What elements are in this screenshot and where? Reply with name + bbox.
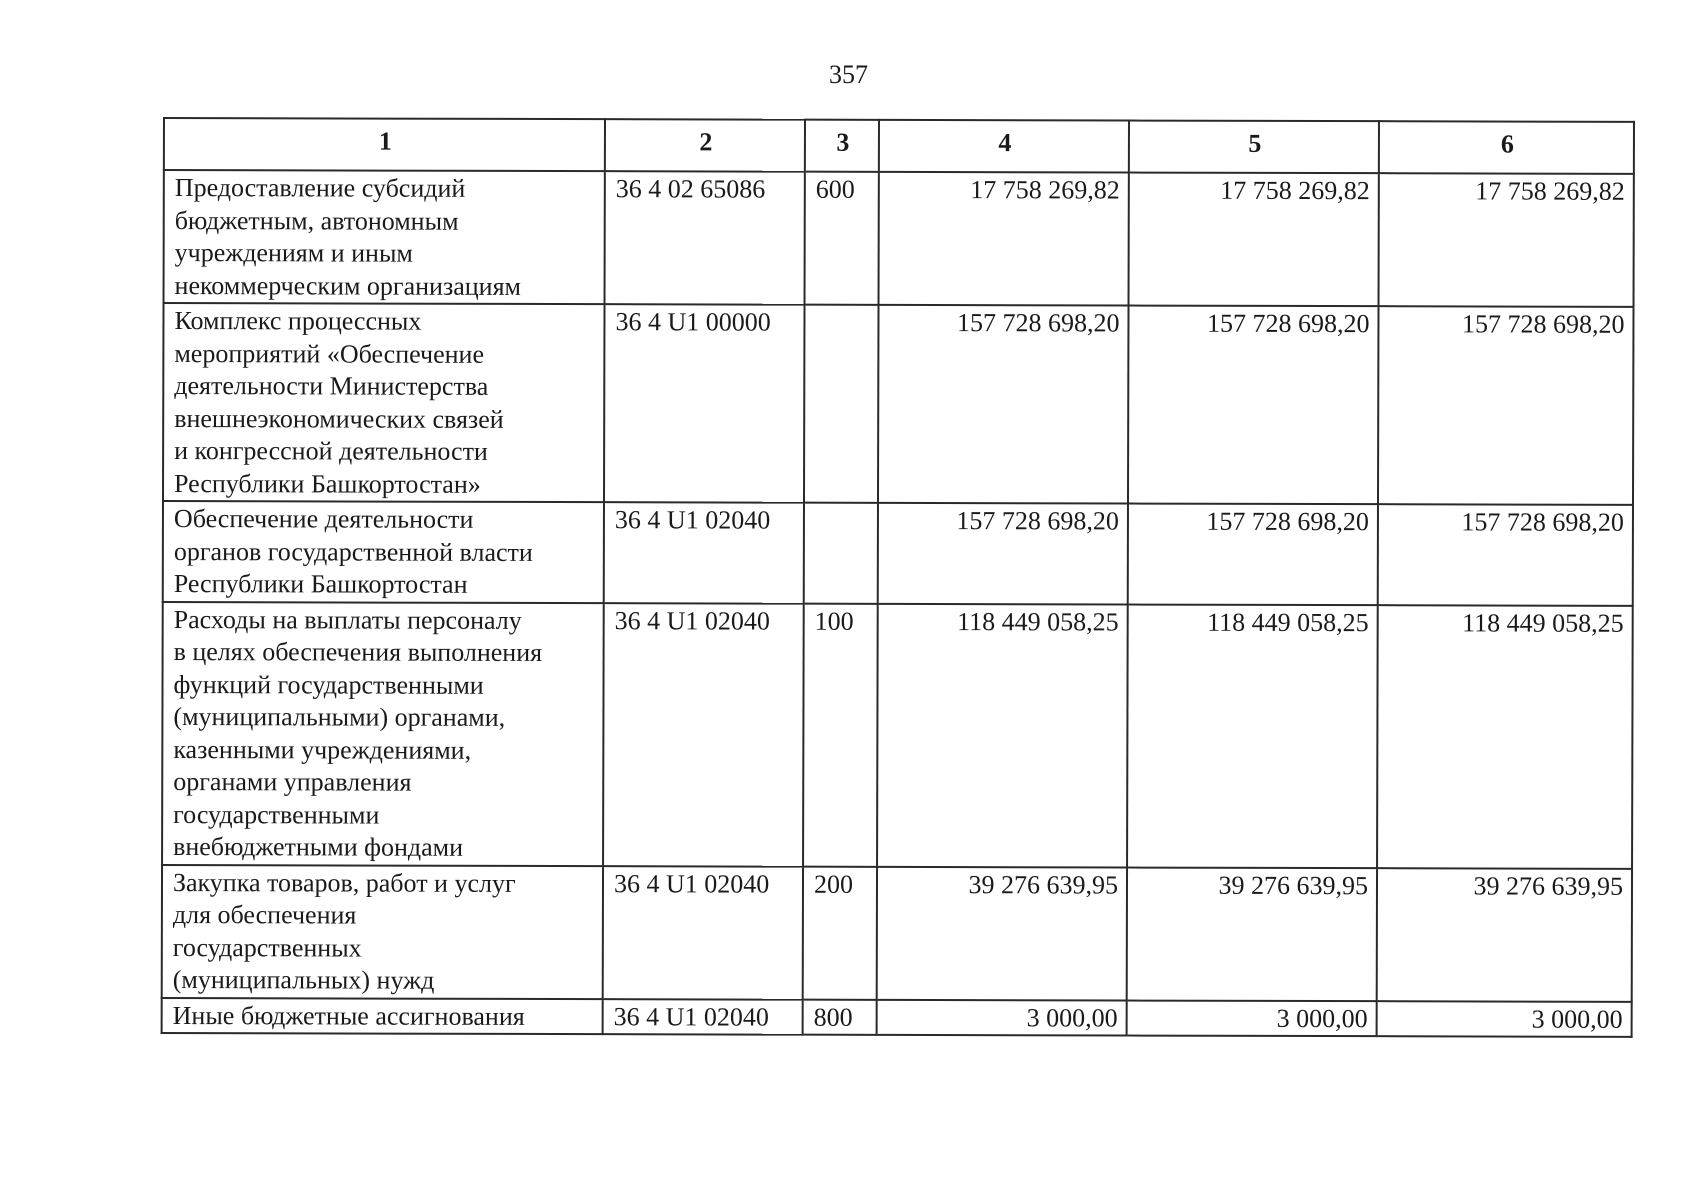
- amount-col-6: 3 000,00: [1377, 1001, 1632, 1037]
- column-header: 2: [605, 119, 805, 172]
- amount-col-4: 3 000,00: [877, 999, 1127, 1035]
- amount-col-6: 17 758 269,82: [1379, 173, 1634, 307]
- budget-code: 36 4 U1 02040: [603, 866, 803, 1000]
- expense-type: 100: [803, 603, 878, 866]
- amount-col-6: 118 449 058,25: [1377, 605, 1633, 869]
- amount-col-4: 17 758 269,82: [879, 172, 1129, 306]
- budget-code: 36 4 02 65086: [605, 171, 805, 305]
- amount-col-6: 157 728 698,20: [1378, 504, 1633, 605]
- item-name: Предоставление субсидий бюджетным, автономным учреждениям и иным некоммерческим организациям: [164, 170, 605, 304]
- item-name: Обеспечение деятельности органов государственной власти Республики Башкортостан: [163, 501, 604, 603]
- column-header: 3: [805, 120, 879, 172]
- budget-code: 36 4 U1 02040: [603, 999, 803, 1035]
- budget-table: [161, 117, 1635, 1038]
- table-row: [164, 170, 1634, 307]
- page-number: 357: [829, 60, 868, 89]
- budget-code: 36 4 U1 02040: [603, 603, 804, 867]
- amount-col-6: 157 728 698,20: [1378, 306, 1634, 505]
- column-header: 1: [164, 118, 605, 171]
- amount-col-4: 157 728 698,20: [878, 503, 1128, 604]
- amount-col-5: 157 728 698,20: [1128, 306, 1379, 505]
- amount-col-5: 17 758 269,82: [1129, 173, 1379, 307]
- column-header: 5: [1129, 121, 1379, 174]
- table-row: [163, 501, 1633, 605]
- expense-type: [804, 503, 878, 604]
- table-row: [162, 997, 1632, 1036]
- item-name: Иные бюджетные ассигнования: [162, 997, 603, 1034]
- item-name: Комплекс процессных мероприятий «Обеспечение деятельности Министерства внешнеэкономических связей и конгрессной деятельности Республики Башкортостан»: [163, 303, 605, 502]
- item-name: Расходы на выплаты персоналу в целях обеспечения выполнения функций государственными (муниципальными) органами, казенными учреждениями, органами управления государственными внебюджетными фондами: [162, 602, 604, 866]
- amount-col-5: 157 728 698,20: [1128, 504, 1378, 605]
- amount-col-5: 39 276 639,95: [1127, 867, 1377, 1001]
- expense-type: 800: [803, 999, 877, 1035]
- item-name: Закупка товаров, работ и услуг для обеспечения государственных (муниципальных) нужд: [162, 865, 603, 999]
- table-row: [163, 303, 1634, 505]
- amount-col-4: 118 449 058,25: [877, 603, 1128, 867]
- amount-col-4: 39 276 639,95: [877, 866, 1127, 1000]
- amount-col-6: 39 276 639,95: [1377, 868, 1632, 1002]
- table-header-row: [164, 118, 1634, 174]
- table-row: [162, 865, 1632, 1002]
- amount-col-5: 3 000,00: [1127, 1000, 1377, 1036]
- expense-type: 200: [803, 866, 877, 999]
- amount-col-4: 157 728 698,20: [878, 305, 1129, 504]
- expense-type: [804, 305, 879, 503]
- budget-code: 36 4 U1 00000: [604, 304, 805, 503]
- budget-code: 36 4 U1 02040: [604, 502, 804, 603]
- amount-col-5: 118 449 058,25: [1127, 604, 1378, 868]
- table-row: [162, 602, 1633, 869]
- column-header: 4: [879, 120, 1129, 173]
- column-header: 6: [1379, 121, 1634, 174]
- expense-type: 600: [805, 172, 879, 305]
